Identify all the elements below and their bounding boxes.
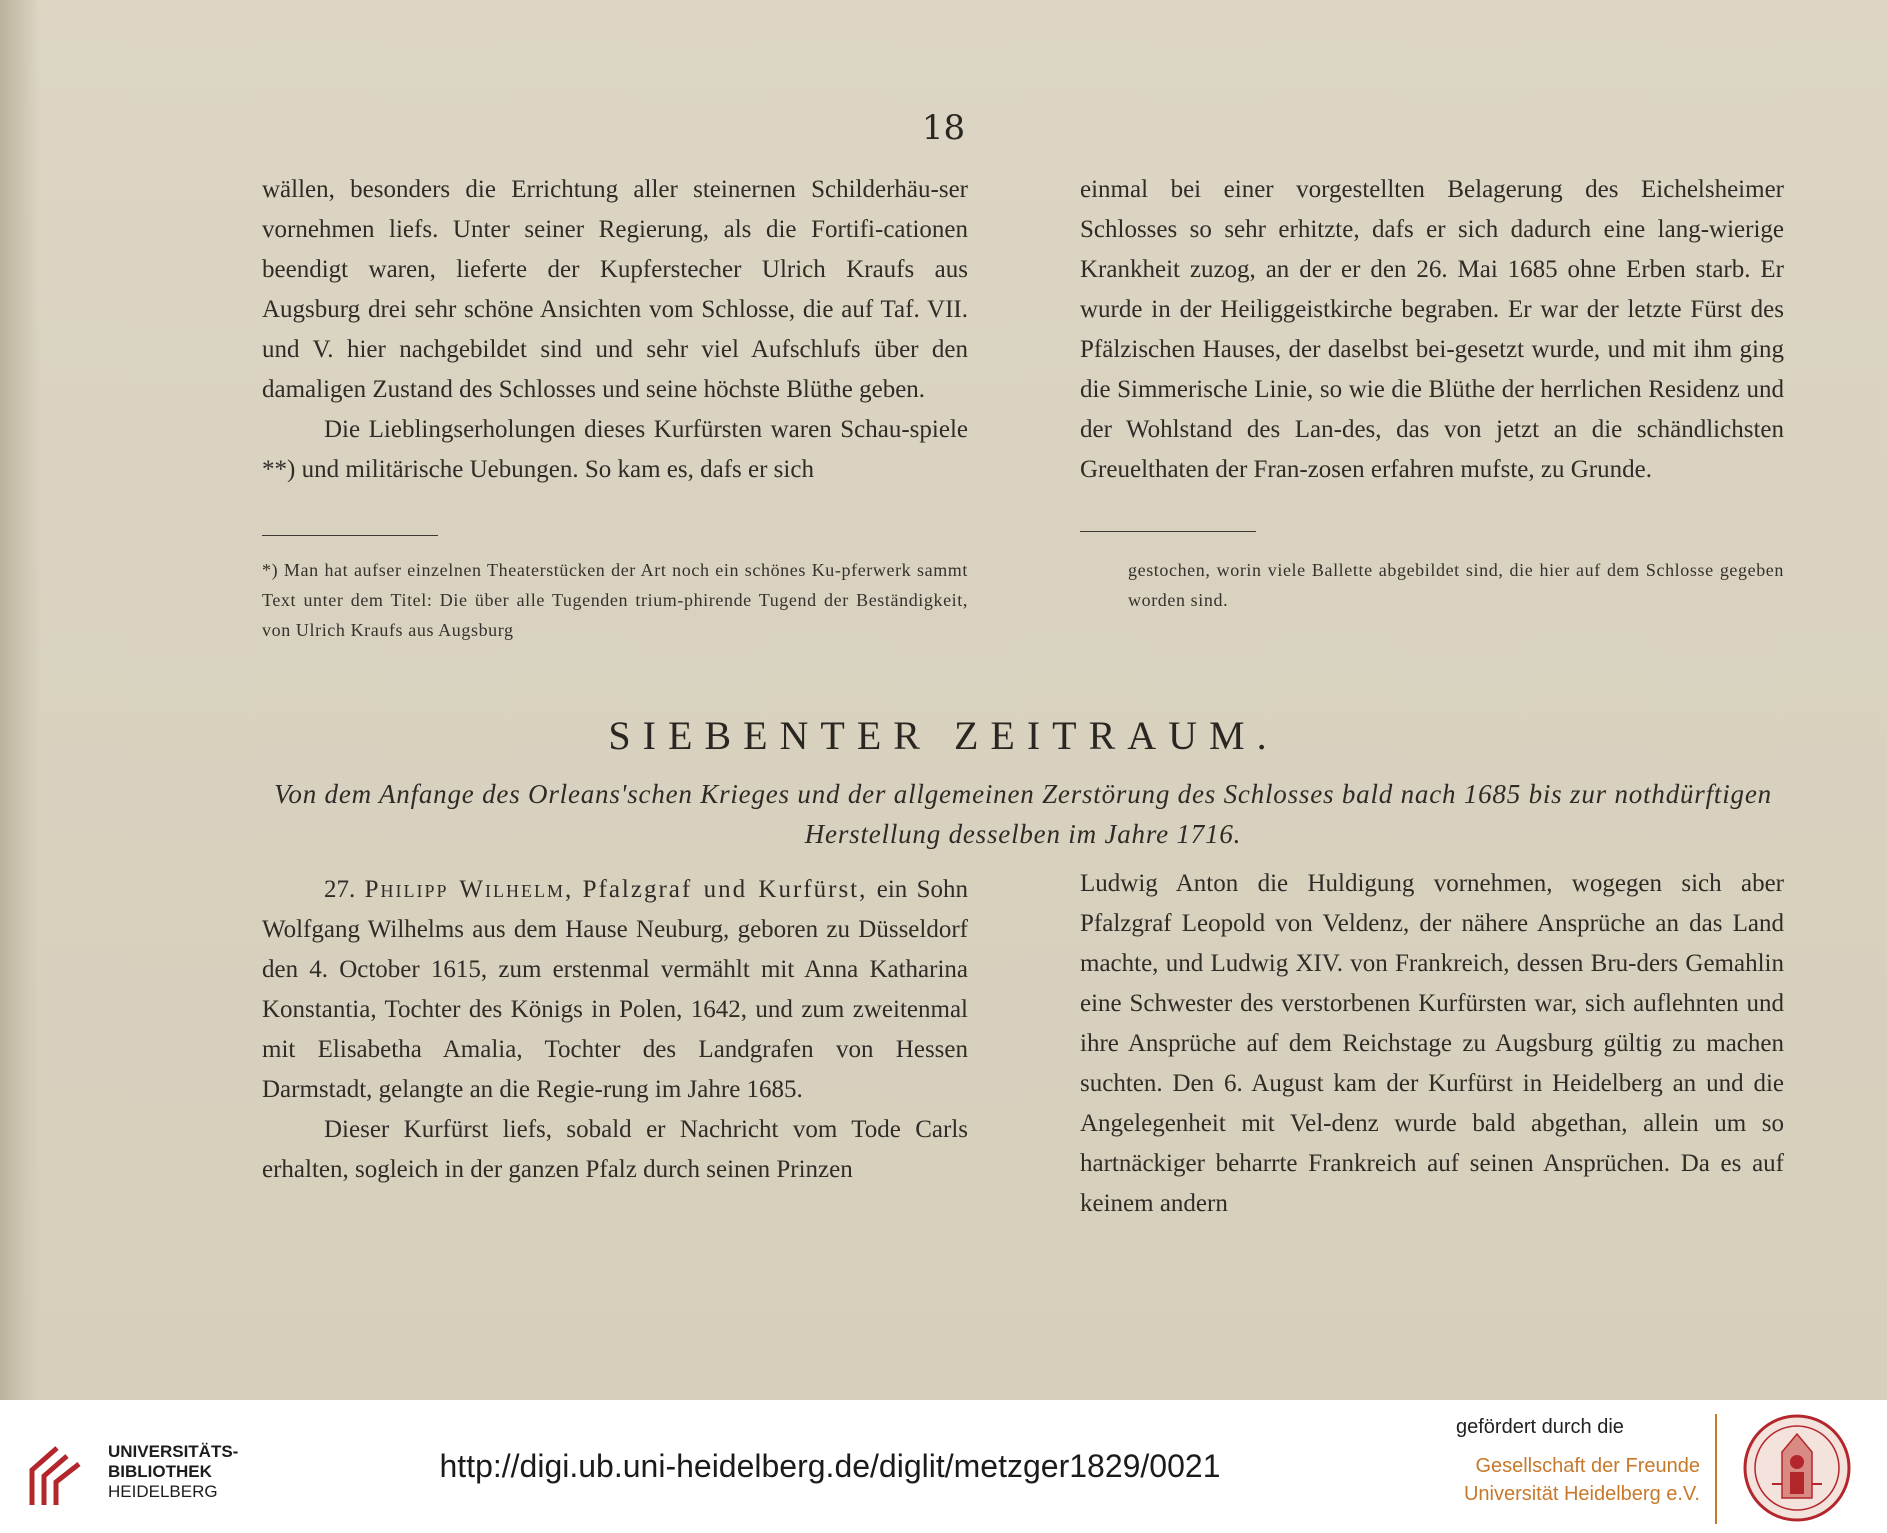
footnote-left (262, 555, 968, 645)
paragraph: Dieser Kurfürst liefs, sobald er Nachricht vom Tode Carls erhalten, sogleich in der ganzen Pfalz durch seinen Prinzen (262, 1116, 968, 1183)
top-left-column (262, 170, 968, 490)
university-seal-icon (1732, 1412, 1862, 1524)
footer-divider (1715, 1414, 1717, 1524)
bottom-right-column (1080, 864, 1784, 1224)
paragraph: einmal bei einer vorgestellten Belagerung des Eichelsheimer Schlosses so sehr erhitzte, dafs er sich dadurch eine lang-wierige Krankheit zuzog, an der er den 26. Mai 1685 ohne Erben starb. Er wurde in der Heiliggeistkirche begraben. Er war der letzte Fürst des Pfälzischen Hauses, der daselbst bei-gesetzt wurde, und mit ihm ging die Simmerische Linie, so wie die Blüthe der herrlichen Residenz und der Wohlstand des Lan-des, das von jetzt an die schändlichsten Greuelthaten der Fran-zosen erfahren mufste, zu Grunde. (1080, 176, 1784, 483)
footnote-right (1128, 555, 1784, 615)
paragraph: Die Lieblingserholungen dieses Kurfürsten waren Schau-spiele **) und militärische Uebungen. So kam es, dafs er sich (262, 416, 968, 483)
permalink-url[interactable]: http://digi.ub.uni-heidelberg.de/diglit/metzger1829/0021 (439, 1448, 1221, 1484)
entry-title: Pfalzgraf und Kurfürst, (582, 876, 868, 903)
sponsor-name[interactable] (1460, 1452, 1700, 1508)
sponsor-name-line: Gesellschaft der Freunde (1475, 1455, 1700, 1477)
library-name[interactable] (108, 1442, 268, 1502)
bottom-left-column (262, 870, 968, 1190)
entry-name: Philipp Wilhelm, (364, 876, 574, 903)
footnote-text: gestochen, worin viele Ballette abgebildet sind, die hier auf dem Schlosse gegeben worden sind. (1128, 560, 1784, 610)
top-right-column (1080, 170, 1784, 490)
sponsor-name-line: Universität Heidelberg e.V. (1463, 1483, 1700, 1505)
page-fold-shadow (0, 0, 40, 1400)
footnote-rule-left (262, 535, 438, 536)
paragraph (262, 870, 968, 1110)
paragraph: Ludwig Anton die Huldigung vornehmen, wogegen sich aber Pfalzgraf Leopold von Veldenz, der nähere Ansprüche an das Land machte, und Ludwig XIV. von Frankreich, dessen Bru-ders Gemahlin eine Schwester des verstorbenen Kurfürsten war, sich auflehnten und ihre Ansprüche auf dem Reichstage zu Augsburg gültig zu machen suchten. Den 6. August kam der Kurfürst in Heidelberg an und die Angelegenheit mit Vel-denz wurde bald abgethan, allein um so hartnäckiger beharrte Frankreich auf seinen Ansprüchen. Da es auf keinem andern (1080, 870, 1784, 1217)
entry-text: ein Sohn Wolfgang Wilhelms aus dem Hause Neuburg, geboren zu Düsseldorf den 4. October 1615, zum erstenmal vermählt mit Anna Katharina Konstantia, Tochter des Königs in Polen, 1642, und zum zweitenmal mit Elisabetha Amalia, Tochter des Landgrafen von Hessen Darmstadt, gelangte an die Regie-rung im Jahre 1685. (262, 876, 969, 1103)
paragraph: wällen, besonders die Errichtung aller steinernen Schilderhäu-ser vornehmen liefs. Unter seiner Regierung, als die Fortifi-cationen beendigt waren, lieferte der Kupferstecher Ulrich Kraufs aus Augsburg drei sehr schöne Ansichten vom Schlosse, die auf Taf. VII. und V. hier nachgebildet sind und sehr viel Aufschlufs über den damaligen Zustand des Schlosses und seine höchste Blüthe geben. (262, 176, 968, 403)
library-name-line: UNIVERSITÄTS- (108, 1442, 239, 1461)
section-subtitle: Von dem Anfange des Orleans'schen Krieges und der allgemeinen Zerstörung des Schlosses bald nach 1685 bis zur nothdürftigen Herstellung desselben im Jahre 1716. (274, 779, 1772, 849)
page-number: 18 (921, 108, 966, 148)
sponsor-label: gefördert durch die (1456, 1416, 1624, 1438)
section-heading: SIEBENTER ZEITRAUM. (608, 713, 1279, 758)
library-name-line: HEIDELBERG (108, 1482, 218, 1501)
ub-heidelberg-logo-icon[interactable] (22, 1440, 92, 1510)
digitization-footer (0, 1400, 1887, 1533)
footnote-text: *) Man hat aufser einzelnen Theaterstücken der Art noch ein schönes Ku-pferwerk sammt Text unter dem Titel: Die über alle Tugenden trium-phirende Tugend der Beständigkeit, von Ulrich Kraufs aus Augsburg (262, 560, 968, 640)
footnote-rule-right (1080, 531, 1256, 532)
entry-number: 27. (324, 876, 356, 903)
library-name-line: BIBLIOTHEK (108, 1462, 212, 1481)
